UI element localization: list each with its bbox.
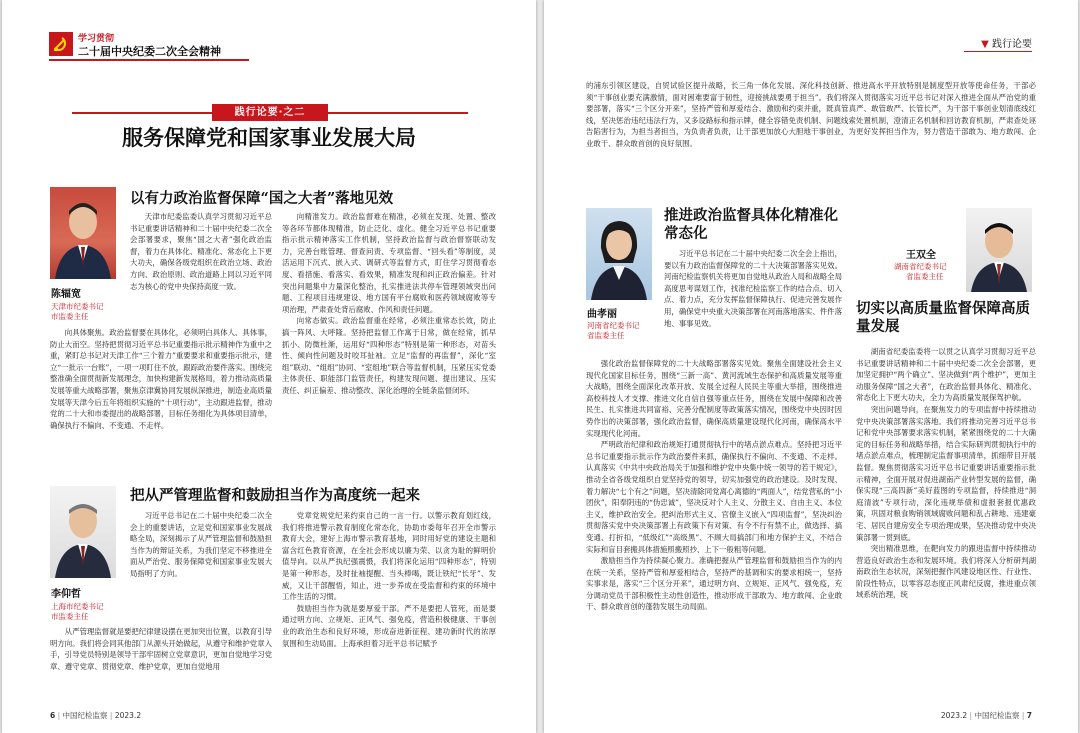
article2-col2	[282, 510, 496, 696]
paragraph: 突出精准思维，在靶向发力的跟进监督中持续推动营造良好政治生态和发展环境。我们将深入分析研判湖南政治生态状况，深刻把握作风建设地区性、行业性、阶段性特点，以零容忍态度正风肃纪反腐，推进重点领域系统治理，统	[856, 544, 1036, 600]
header-column-tag: ▼ 践行论要	[981, 39, 1032, 50]
paragraph: 强化政治监督保障党的二十大战略部署落实见效。聚焦全面建设社会主义现代化国家目标任务，围绕“三新一高”、黄河流域生态保护和高质量发展等重大战略，围绕全面深化改革开放、发展全过程人民民主等重大举措，围绕推进高校科技人才支撑、推进文化自信自强等重点任务，围绕在发展中保障和改善民生、扎实推进共同富裕、完善分配制度等政策落实情况，围绕党中央因时因势作出的决策部署，强化政治监督，确保高质量建设现代化河南，确保高水平实现现代化河南。	[586, 359, 842, 438]
header-column-title: 二十届中央纪委二次全会精神	[78, 45, 221, 58]
article3-col1-wide	[586, 358, 842, 698]
author-name-li: 李仰哲	[51, 589, 81, 600]
paragraph: 向常态做实。政治监督重在经常，必须注重常态长效，防止搞一阵风、大呼隆。坚持把监督工作寓于日常，做在经常，抓早抓小、防微杜渐，运用好“四种形态”特别是第一种形态，对苗头性、倾向性问题及时咬耳扯袖。立足“监督的再监督”，深化“室组”联动、“组组”协同、“室组地”联合等监督机制，压紧压实党委主体责任、职能部门监管责任，构建发现问题、提出建议、压实责任、纠正偏差、推动整改、深化治理的全链条监督闭环。	[282, 316, 496, 395]
author-role-li-2: 市监委主任	[51, 612, 89, 621]
issue-number: 2023.2	[940, 711, 968, 720]
page-headline: 服务保障党和国家事业发展大局	[122, 125, 416, 150]
author-photo-qu	[586, 208, 652, 300]
triangle-icon: ▼	[981, 39, 989, 50]
paragraph: 的浦东引领区建设，自贸试验区提升战略，长三角一体化发展、深化科技创新、推进高水平开放特别是制度型开放等使命任务，干部必须“干事创业要充满激情，面对困难要富于韧性，迎接挑战要勇于担当”。我们将深入贯彻落实习近平总书记对深入推进全面从严治党的重要部署，落实“三个区分开来”，坚持严管和厚爱结合、激励和约束并重，既真管真严、敢管敢严、长管长严，为干部干事创业划清底线红线，坚决惩治违纪违法行为，又多设路标和指示牌，健全容错免责机制、问题线索处置机制，澄清正名机制和回访教育机制，严肃查处诬告陷害行为，为担当者担当，为负责者负责，让干部更加放心大胆地干事创业，为更好发挥担当作为，努力营造干部敢为、地方敢闯、企业敢干、群众敢首创的良好氛围。	[586, 81, 1036, 148]
author-role-wang-2: 省监委主任	[906, 272, 944, 281]
paragraph: 鼓励担当作为就是要厚爱干部。严不是要把人管死，而是要通过明方向、立规矩、正风气、强免疫，营造积极健康、干事创业的政治生态和良好环境，形成奋进新征程、建功新时代的浓厚氛围和生动局面。上海承担着习近平总书记赋予	[282, 603, 496, 648]
article4-title: 切实以高质量监督保障高质量发展	[856, 300, 1030, 335]
paragraph: 习近平总书记在二十届中央纪委二次全会上指出，要以有力政治监督保障党的二十大决策部署落实见效。河南纪检监察机关将更加自觉地从政治人局和战略全局高度思考谋划工作，找准纪检监察工作的结合点、切入点、着力点，充分发挥监督保障执行、促进完善发展作用，确保党中央重大决策部署在河南落地落实、件件落地、事事见效。	[664, 249, 842, 328]
right-page	[544, 0, 1078, 733]
article4-col2	[856, 346, 1036, 698]
article1-col2	[282, 211, 496, 477]
author-role-li-1: 上海市纪委书记	[51, 602, 104, 611]
author-photo-li	[50, 486, 116, 578]
author-role-qu-2: 省监委主任	[587, 331, 625, 340]
paragraph: 从严管理监督就是要把纪律建设摆在更加突出位置，以教育引导明方向。我们将会同其他部门从源头开始做起，从遵守和维护党章入手，引导党员特别是领导干部牢固树立党章意识，更加自觉地学习党章、遵守党章、贯彻党章、维护党章，更加自觉地用	[50, 627, 272, 671]
author-role-wang-1: 湖南省纪委书记	[894, 262, 947, 271]
page-number: 7	[1026, 711, 1032, 720]
page-number: 6	[50, 711, 56, 720]
left-page	[2, 0, 536, 733]
article2-col1	[130, 510, 272, 626]
paragraph: 湖南省纪委监委将一以贯之认真学习贯彻习近平总书记重要讲话精神和二十届中央纪委二次全会部署，更加坚定拥护“两个确立”、坚决做到“两个维护”，更加主动服务保障“国之大者”，在政治监督具体化、精准化、常态化上下更大功夫，全力为高质量发展保驾护航。	[856, 347, 1036, 403]
left-footer: 6 | 中国纪检监察 | 2023.2	[50, 711, 142, 720]
paragraph: 突出问题导向，在聚焦发力的专项监督中持续推动党中央决策部署落实落地。我们将推动完善习近平总书记和党中央部署要求落实机制，紧紧围绕党的二十大确定的目标任务和战略举措，结合实际研判贯彻执行中的堵点淤点难点，梳理制定监督事项清单，抓细带目开展监督。聚焦贯彻落实习近平总书记重要讲话重要指示批示精神，全面开展对促进湖南产业转型发展的监督，确保实现“三高四新”美好蓝图的专项监督，持续推进“洞庭清波”专项行动，深化违规举债和虚报套报优惠政策，巩固对粮食购销领域腐败问题和乱占耕地、违建豪宅、居民自建房安全专项治理成果，坚决推动党中央决策部署一贯到底。	[856, 404, 1036, 542]
magazine-name: 中国纪检监察	[62, 711, 108, 720]
series-rule-right	[328, 112, 468, 114]
series-label: 践行论要·之二	[212, 104, 328, 121]
paragraph: 天津市纪委监委认真学习贯彻习近平总书记重要讲话精神和二十届中央纪委二次全会部署要求，聚焦“国之大者”强化政治监督，着力在具体化、精准化、常态化上下更大功夫，确保各级党组织在政治立场、政治方向、政治原则、政治道路上同以习近平同志为核心的党中央保持高度一致。	[130, 212, 272, 291]
paragraph: 党章党规党纪来约束自己的一言一行。以警示教育划红线，我们将推进警示教育制度化常态化，协助市委每年召开全市警示教育大会，建好上海市警示教育基地，同时用好党的建设主题和富含红色教育资源，在全社会形成以廉为荣、以贪为耻的鲜明价值导向。以从严执纪强震慑，我们将深化运用“四种形态”，特别是第一种形态，及时扯袖提醒、当头棒喝，既让铁纪“长牙”、发威，又让干部醒悟，知止，进一步养成在受监督和约束的环境中工作生活的习惯。	[282, 511, 496, 602]
header-rule	[49, 59, 249, 61]
magazine-name: 中国纪检监察	[974, 711, 1020, 720]
paragraph: 激励担当作为持续凝心聚力。准确把握从严管理监督和鼓励担当作为的内在统一关系，坚持严管和厚爱相结合，坚持严的基调和实的要求相统一，坚持实事求是，落实“三个区分开来”，通过明方向、立规矩、正风气、强免疫，充分调动党员干部积极性主动性创造性，推动形成干部敢为、地方敢闯、企业敢干、群众敢首创的蓬勃发展生动局面。	[586, 556, 842, 612]
author-role-chen-2: 市监委主任	[51, 312, 89, 321]
paragraph: 习近平总书记在二十届中央纪委二次全会上的重要讲话，立足党和国家事业发展战略全局，深刻揭示了从严管理监督和鼓励担当作为的辩证关系，为我们坚定不移推进全面从严治党、服务保障党和国家事业发展大局指明了方向。	[130, 511, 272, 578]
author-name-qu: 曲孝丽	[587, 309, 617, 320]
article3-col1	[664, 248, 842, 358]
author-photo-wang	[966, 208, 1032, 292]
series-rule-left	[72, 112, 212, 114]
right-footer: 2023.2 | 中国纪检监察 | 7	[940, 711, 1032, 720]
issue-number: 2023.2	[114, 711, 142, 720]
paragraph: 向精准发力。政治监督难在精准，必须在发现、处置、整改等各环节都体现精准，防止泛化、虚化。健全习近平总书记重要指示批示精神落实工作机制，坚持政治监督与政治督察联动发力，完善台账管理、督查问责、专项监督、“回头看”等制度，灵活运用下沉式、嵌入式、调研式等监督方式，盯住学习贯彻看态度、看措施、看落实、看效果，精准发现和纠正政治偏差。针对突出问题集中力量深化整治，扎实推进法共停车管理领域突出问题、工程项目违规建设、地方国有平台腐败和医药领域腐败等专项治理，严肃查处背后腐败、作风和责任问题。	[282, 212, 496, 314]
author-photo-chen	[50, 187, 116, 279]
continuation-text	[586, 80, 1036, 185]
article2-col1-wide	[50, 626, 272, 696]
header-rule-right	[964, 51, 1032, 52]
article2-title: 把从严管理监督和鼓励担当作为高度统一起来	[130, 487, 420, 504]
author-role-chen-1: 天津市纪委书记	[51, 302, 104, 311]
author-name-wang: 王双全	[906, 250, 936, 261]
author-role-qu-1: 河南省纪委书记	[587, 321, 640, 330]
header-kicker: 学习贯彻	[78, 34, 115, 44]
article1-col1-wide	[50, 327, 272, 477]
party-emblem-icon	[49, 32, 73, 56]
article1-title: 以有力政治监督保障“国之大者”落地见效	[130, 190, 394, 207]
author-name-chen: 陈辐宽	[51, 289, 81, 300]
paragraph: 严明政治纪律和政治规矩打通贯彻执行中的堵点淤点难点。坚持把习近平总书记重要指示批示作为政治要件来抓，确保执行不偏向、不变通、不走样。认真落实《中共中央政治局关于加强和维护党中央集中统一领导的若干规定》，推动全省各级党组织自觉坚持党的领导，切实加强党的政治建设。及时发现、着力解决“七个有之”问题，坚决清除同党离心离德的“两面人”，结党营私的“小团伙”，阳奉阴违的“伪忠诚”，坚决反对个人主义、分散主义、自由主义、本位主义，维护政治安全。把纠治形式主义、官僚主义嵌入“四项监督”，坚决纠治贯彻落实党中央决策部署上有政策下有对策、有令不行有禁不止，做选择、搞变通、打折扣，“低级红”“高级黑”、不顾大局搞部门和地方保护主义，不结合实际和盲目套搬具体措施照搬照抄、上下一般粗等问题。	[586, 440, 842, 554]
article1-col1	[130, 211, 272, 327]
article3-title: 推进政治监督具体化精准化常态化	[664, 207, 838, 242]
paragraph: 向具体聚焦。政治监督要在具体化，必须明白具体人、具体事，防止大而空。坚持把贯彻习近平总书记重要指示批示精神作为重中之重，紧盯总书记对天津工作“三个着力”重要要求和重要指示批示，建立“一批示一台账”，一项一项盯住不放，跟踪政治要件落实。围绕完整准确全面贯彻新发展理念，加快构建新发展格局，着力推动高质量发展等重大战略部署，聚焦京津冀协同发展纵深推进，制造业高质量发展等天津今后五年将组织实施的“十项行动”，主动跟进监督，推动党的二十大和市委提出的战略部署，目标任务细化为具体项目清单，确保执行不偏向、不变通、不走样。	[50, 328, 272, 430]
